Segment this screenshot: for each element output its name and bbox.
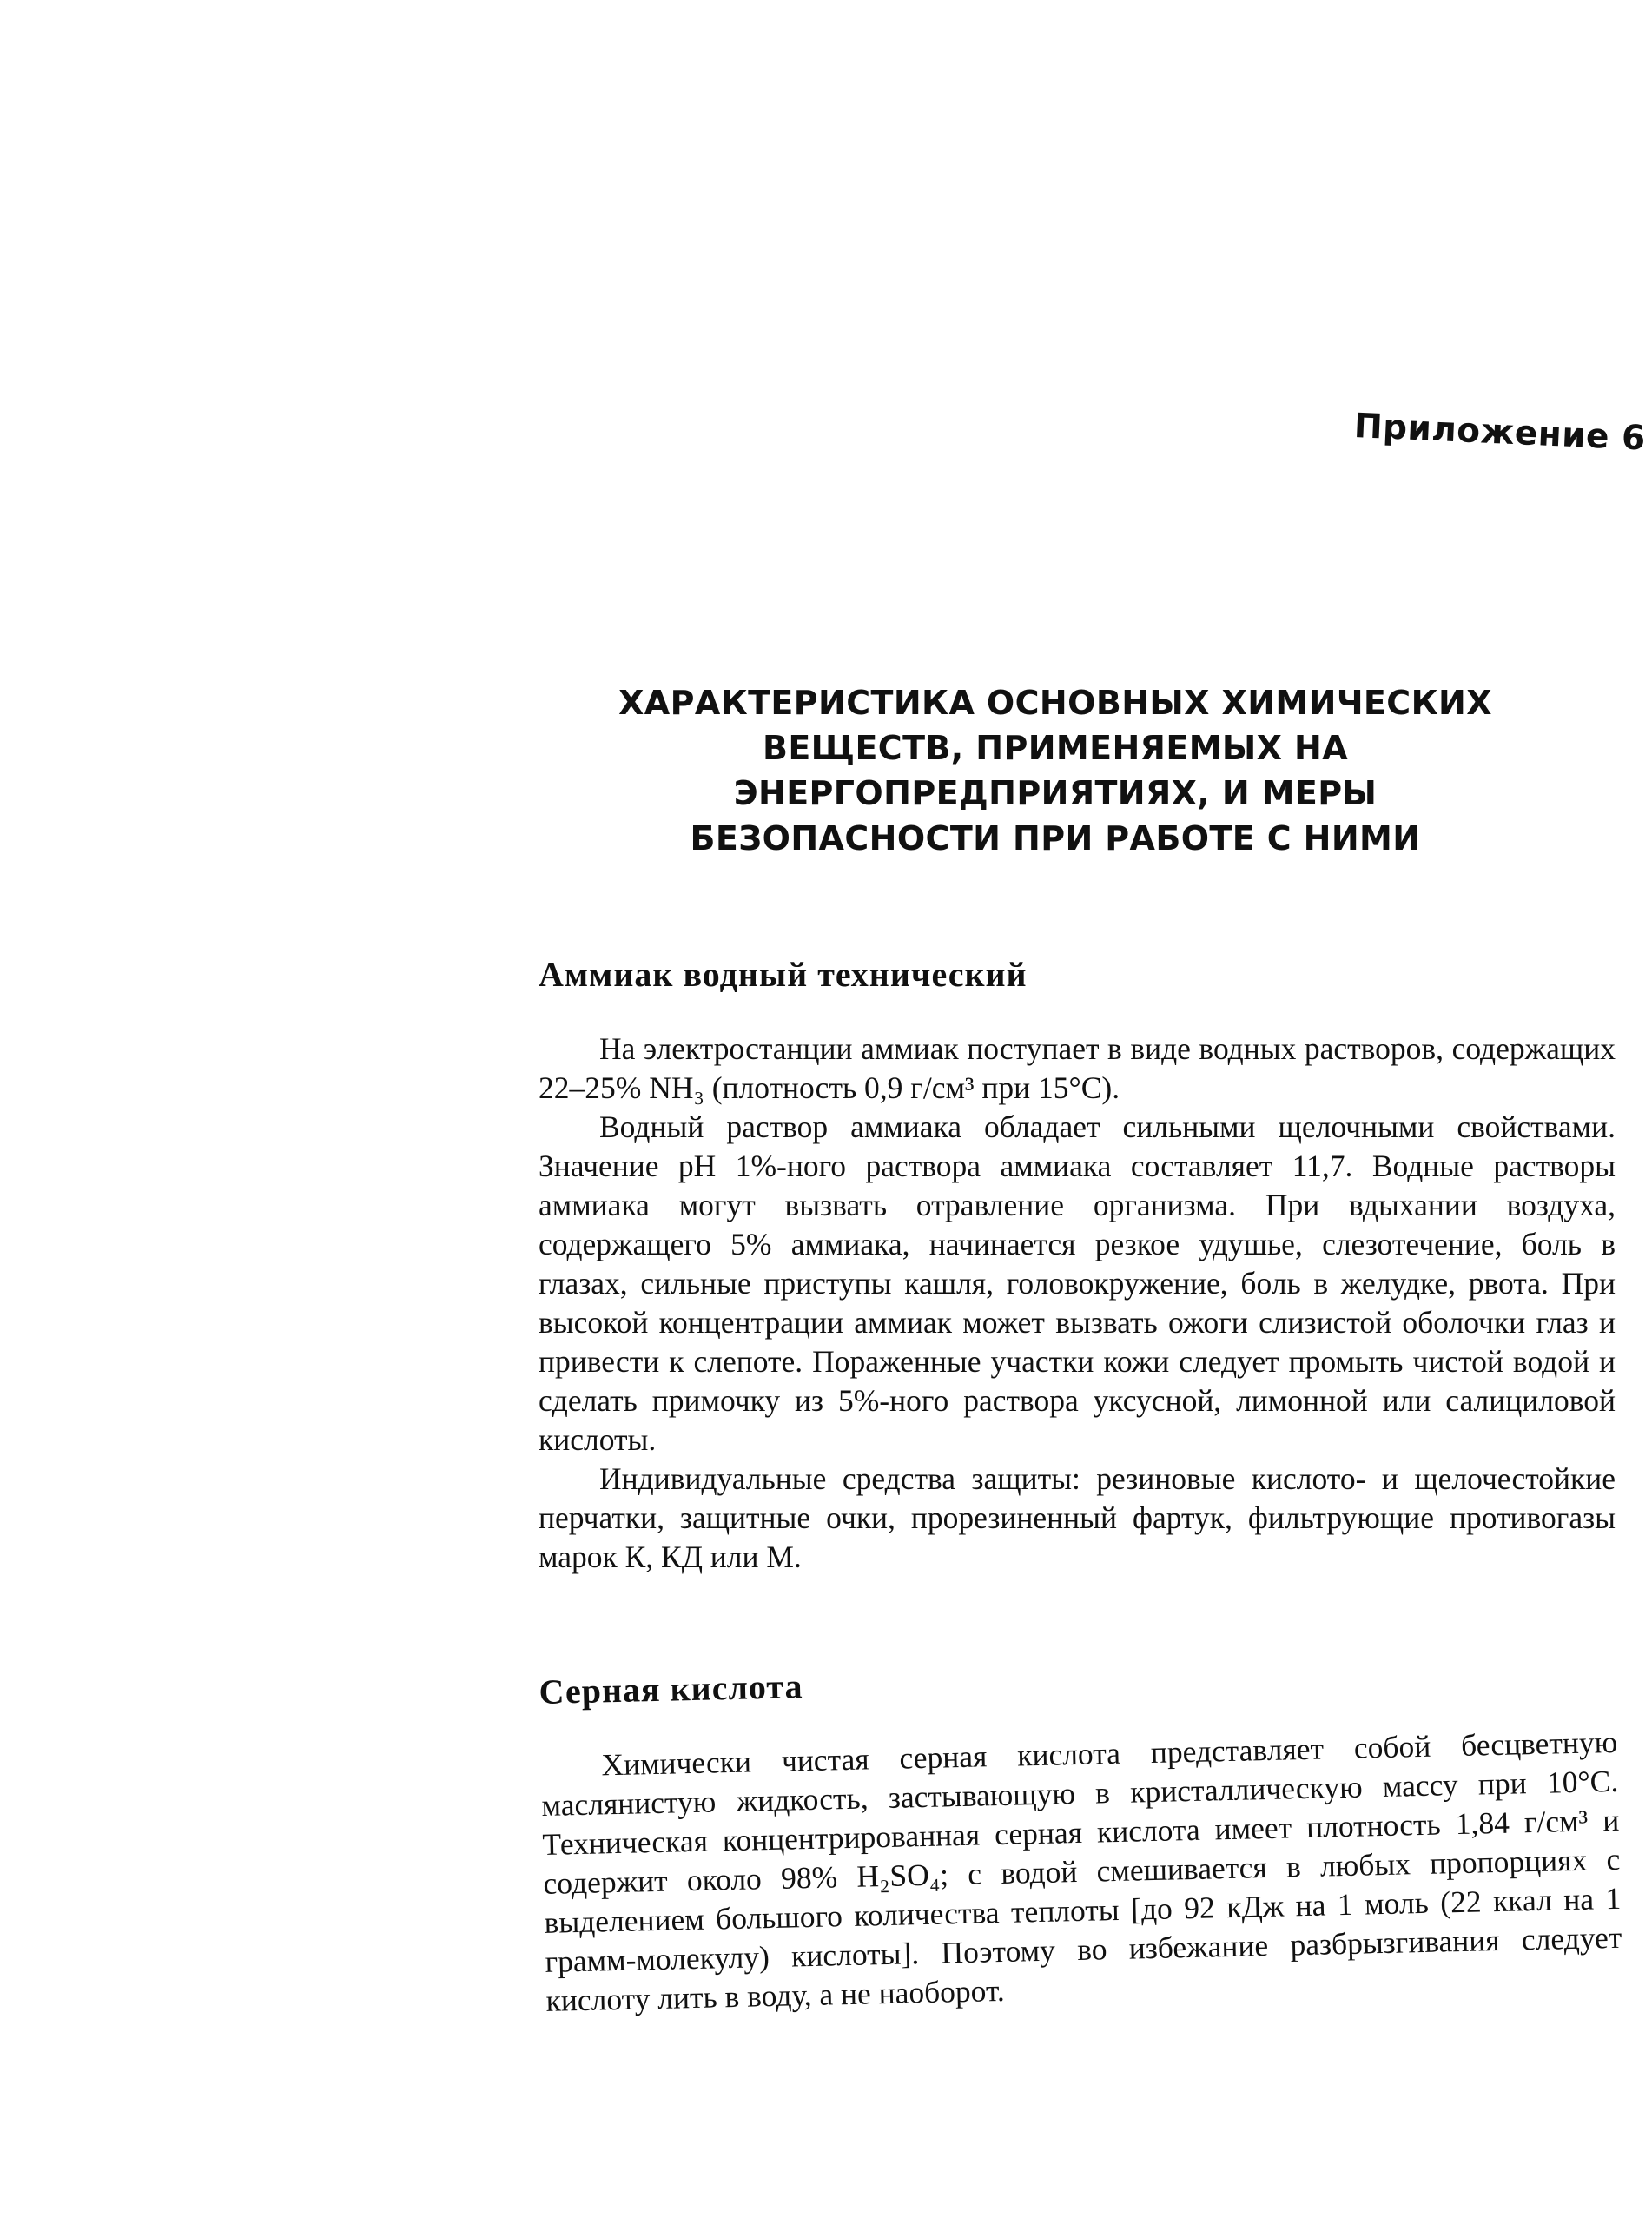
- appendix-label: Приложение 6: [1353, 407, 1647, 459]
- section-sulfuric-acid: [539, 1647, 1623, 2021]
- title-line: ВЕЩЕСТВ, ПРИМЕНЯЕМЫХ НА: [762, 729, 1349, 767]
- document-title: [608, 680, 1503, 861]
- paragraph: На электростанции аммиак поступает в виде водных растворов, содержащих 22–25% NH₃ (плотность 0,9 г/см³ при 15°С).: [539, 1031, 1616, 1105]
- title-line: ЭНЕРГОПРЕДПРИЯТИЯХ, И МЕРЫ: [733, 774, 1378, 812]
- section-heading: Серная кислота: [539, 1666, 803, 1712]
- title-line: БЕЗОПАСНОСТИ ПРИ РАБОТЕ С НИМИ: [690, 819, 1421, 857]
- section-ammonia: [539, 954, 1616, 1577]
- title-line: ХАРАКТЕРИСТИКА ОСНОВНЫХ ХИМИЧЕСКИХ: [618, 684, 1492, 722]
- section-heading: Аммиак водный технический: [539, 955, 1028, 994]
- paragraph: Химически чистая серная кислота представляет собой бесцветную маслянистую жидкость, застывающую в кристаллическую массу при 10°С. Техническая концентрированная серная кислота имеет плотность 1,84 г/см³ и содержит около 98% H₂SO₄; с водой смешивается в любых пропорциях с выделением большого количества теплоты [до 92 кДж на 1 моль (22 ккал на 1 грамм-молекулу) кислоты]. Поэтому во избежание разбрызгивания следует кислоту лить в воду, а не наоборот.: [541, 1724, 1622, 2018]
- paragraph: Индивидуальные средства защиты: резиновые кислото- и щелочестойкие перчатки, защитные очки, прорезиненный фартук, фильтрующие противогазы марок К, КД или М.: [539, 1461, 1616, 1574]
- paragraph: Водный раствор аммиака обладает сильными щелочными свойствами. Значение pH 1%-ного раствора аммиака составляет 11,7. Водные растворы аммиака могут вызвать отравление организма. При вдыхании воздуха, содержащего 5% аммиака, начинается резкое удушье, слезотечение, боль в глазах, сильные приступы кашля, головокружение, боль в желудке, рвота. При высокой концентрации аммиак может вызвать ожоги слизистой оболочки глаз и привести к слепоте. Пораженные участки кожи следует промыть чистой водой и сделать примочку из 5%-ного раствора уксусной, лимонной или салициловой кислоты.: [539, 1109, 1616, 1457]
